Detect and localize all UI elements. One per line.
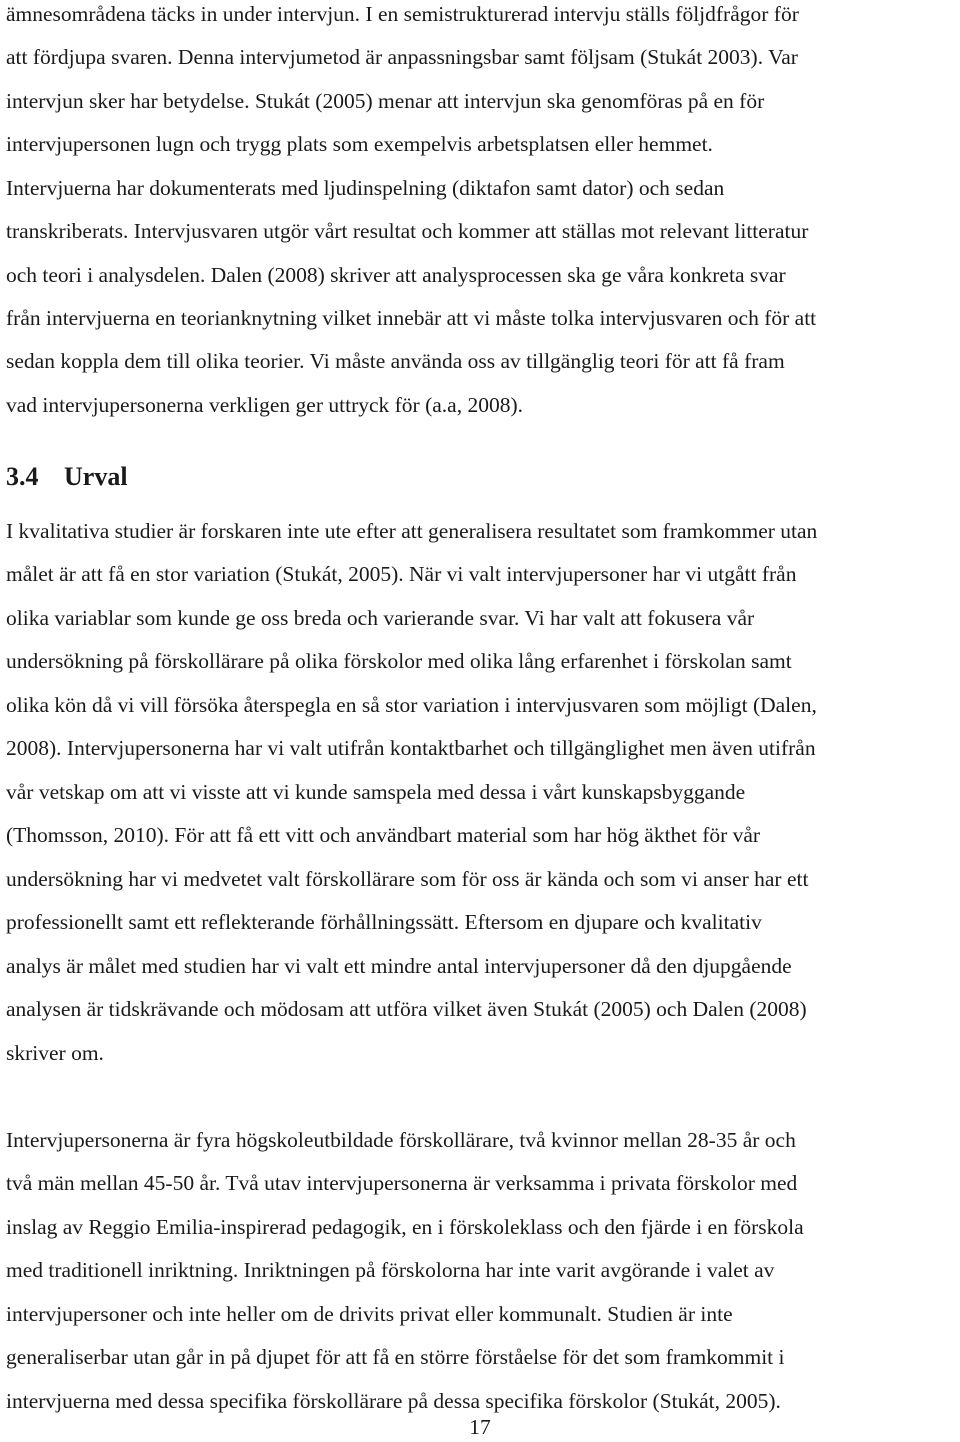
text-line: sedan koppla dem till olika teorier. Vi måste använda oss av tillgänglig teori för att få fram — [6, 349, 785, 373]
text-line: vår vetskap om att vi visste att vi kunde samspela med dessa i vårt kunskapsbyggande — [6, 780, 746, 804]
text-line: analys är målet med studien har vi valt ett mindre antal intervjupersoner då den djupgående — [6, 954, 792, 978]
text-line: undersökning på förskollärare på olika förskolor med olika lång erfarenhet i förskolan samt — [6, 649, 792, 673]
text-line: intervjupersonen lugn och trygg plats som exempelvis arbetsplatsen eller hemmet. — [6, 132, 713, 156]
text-line: skriver om. — [6, 1041, 104, 1065]
text-line: Intervjupersonerna är fyra högskoleutbildade förskollärare, två kvinnor mellan 28-35 år och — [6, 1128, 796, 1152]
text-line: generaliserbar utan går in på djupet för att få en större förståelse för det som framkommit i — [6, 1345, 785, 1369]
text-line: 2008). Intervjupersonerna har vi valt utifrån kontaktbarhet och tillgänglighet men även utifrån — [6, 736, 816, 760]
text-line: undersökning har vi medvetet valt förskollärare som för oss är kända och som vi anser har ett — [6, 867, 809, 891]
text-line: (Thomsson, 2010). För att få ett vitt och användbart material som har hög äkthet för vår — [6, 823, 761, 847]
text-line: intervjuerna med dessa specifika förskollärare på dessa specifika förskolor (Stukát, 2005). — [6, 1389, 781, 1413]
text-line: analysen är tidskrävande och mödosam att utföra vilket även Stukát (2005) och Dalen (2008) — [6, 997, 807, 1021]
text-line: med traditionell inriktning. Inriktningen på förskolorna har inte varit avgörande i valet av — [6, 1258, 775, 1282]
text-line: ämnesområdena täcks in under intervjun. I en semistrukturerad intervju ställs följdfrågor för — [6, 2, 799, 26]
text-line: två män mellan 45-50 år. Två utav intervjupersonerna är verksamma i privata förskolor med — [6, 1171, 798, 1195]
text-line: målet är att få en stor variation (Stukát, 2005). När vi valt intervjupersoner har vi utgått från — [6, 562, 797, 586]
text-line: inslag av Reggio Emilia-inspirerad pedagogik, en i förskoleklass och den fjärde i en förskola — [6, 1215, 804, 1239]
section-title: Urval — [64, 462, 128, 491]
text-line: professionellt samt ett reflekterande förhållningssätt. Eftersom en djupare och kvalitativ — [6, 910, 762, 934]
section-number: 3.4 — [6, 462, 39, 491]
text-line: olika variablar som kunde ge oss breda och varierande svar. Vi har valt att fokusera vår — [6, 606, 755, 630]
text-line: intervjupersoner och inte heller om de drivits privat eller kommunalt. Studien är inte — [6, 1302, 733, 1326]
text-line: vad intervjupersonerna verkligen ger uttryck för (a.a, 2008). — [6, 393, 523, 417]
text-line: transkriberats. Intervjusvaren utgör vårt resultat och kommer att ställas mot relevant litteratur — [6, 219, 809, 243]
text-line: att fördjupa svaren. Denna intervjumetod är anpassningsbar samt följsam (Stukát 2003). Var — [6, 45, 798, 69]
text-line: intervjun sker har betydelse. Stukát (2005) menar att intervjun ska genomföras på en för — [6, 89, 765, 113]
text-line: I kvalitativa studier är forskaren inte ute efter att generalisera resultatet som framkommer utan — [6, 519, 818, 543]
section-heading — [6, 462, 128, 492]
text-line: från intervjuerna en teorianknytning vilket innebär att vi måste tolka intervjusvaren och för att — [6, 306, 817, 330]
text-line: olika kön då vi vill försöka återspegla en så stor variation i intervjusvaren som möjligt (Dalen, — [6, 693, 817, 717]
page-number: 17 — [469, 1415, 491, 1439]
text-line: och teori i analysdelen. Dalen (2008) skriver att analysprocessen ska ge våra konkreta svar — [6, 263, 786, 287]
text-line: Intervjuerna har dokumenterats med ljudinspelning (diktafon samt dator) och sedan — [6, 176, 725, 200]
